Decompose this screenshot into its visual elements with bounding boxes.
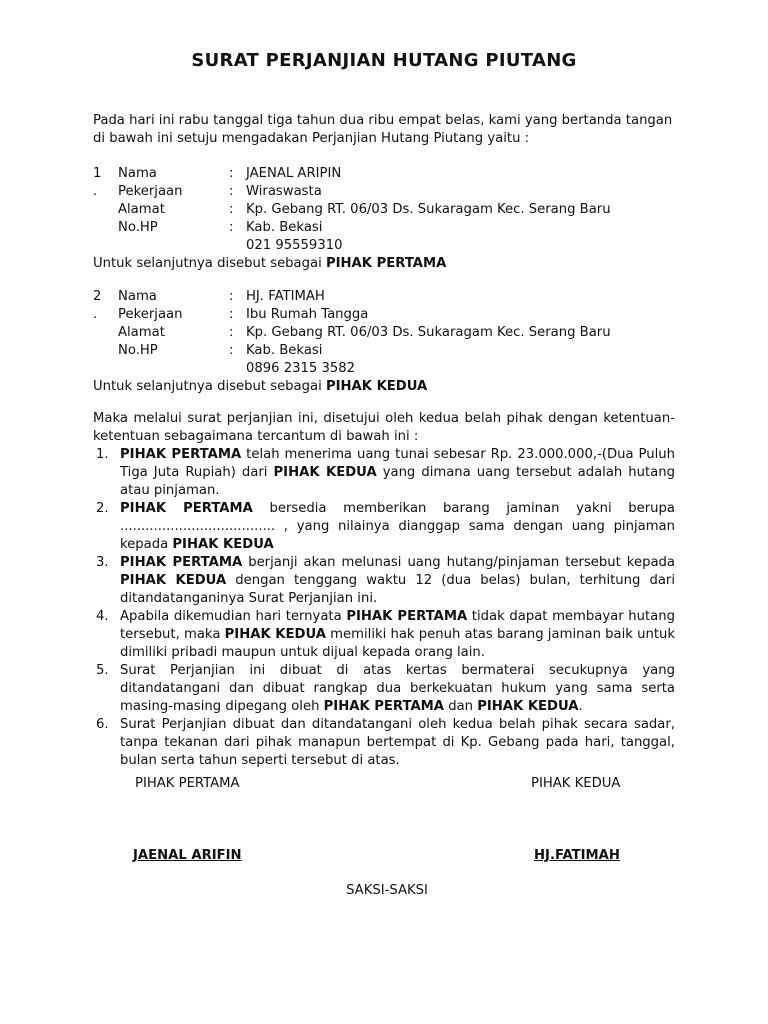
party-number-dot: . <box>93 184 98 199</box>
clause-text: berjanji akan melunasi uang hutang/pinjaman tersebut kepada <box>242 555 675 570</box>
colon: : <box>229 289 234 304</box>
party-job-row <box>93 306 693 324</box>
clause-text: . <box>578 699 583 714</box>
clause-number: 3. <box>96 555 109 570</box>
party-number-dot: . <box>93 307 98 322</box>
party-address-city: Kab. Bekasi <box>246 220 323 235</box>
clause-party-name: PIHAK PERTAMA <box>120 501 253 516</box>
colon: : <box>229 166 234 181</box>
party-block-2 <box>93 288 693 396</box>
clause-item <box>93 716 675 770</box>
clause-number: 1. <box>96 447 109 462</box>
intro-paragraph: Pada hari ini rabu tanggal tiga tahun dua ribu empat belas, kami yang bertanda tangan di bawah ini setuju mengadakan Perjanjian Hutang Piutang yaitu : <box>93 113 673 146</box>
clause-party-name: PIHAK KEDUA <box>120 573 227 588</box>
clause-item <box>93 662 675 716</box>
clause-text: telah menerima uang tunai sebesar Rp. 23.000.000,-(Dua Puluh Tiga Juta Rupiah) dari <box>120 447 675 480</box>
designation-name: PIHAK PERTAMA <box>325 256 447 271</box>
clause-party-name: PIHAK PERTAMA <box>346 609 468 624</box>
first-party-label: PIHAK PERTAMA <box>135 776 240 791</box>
party-number: 2 <box>93 289 102 304</box>
clause-text: Surat Perjanjian ini dibuat di atas kertas bermaterai secukupnya yang ditandatangani dan dibuat rangkap dua berkekuatan hukum yang sama serta masing-masing dipegang oleh <box>120 663 675 714</box>
clause-party-name: PIHAK KEDUA <box>477 699 579 714</box>
terms-intro: Maka melalui surat perjanjian ini, disetujui oleh kedua belah pihak dengan ketentuan-ketentuan sebagaimana tercantum di bawah ini : <box>93 411 675 444</box>
second-party-signature-name: HJ.FATIMAH <box>534 848 620 863</box>
party-phone: 021 95559310 <box>246 238 343 253</box>
party-address: Kp. Gebang RT. 06/03 Ds. Sukaragam Kec. Serang Baru <box>246 325 611 340</box>
party-address: Kp. Gebang RT. 06/03 Ds. Sukaragam Kec. Serang Baru <box>246 202 611 217</box>
colon: : <box>229 220 234 235</box>
party-phone-value-row <box>93 237 693 255</box>
party-phone: 0896 2315 3582 <box>246 361 356 376</box>
party-phone-value-row <box>93 360 693 378</box>
name-label: Nama <box>118 166 157 181</box>
party-name-row <box>93 165 693 183</box>
party-phone-row <box>93 219 693 237</box>
clause-party-name: PIHAK PERTAMA <box>120 555 243 570</box>
clause-item <box>93 554 675 608</box>
phone-label: No.HP <box>118 343 158 358</box>
address-label: Alamat <box>118 202 165 217</box>
name-label: Nama <box>118 289 157 304</box>
clause-item <box>93 500 675 554</box>
address-label: Alamat <box>118 325 165 340</box>
party-designation <box>93 255 693 273</box>
first-party-signature-name: JAENAL ARIFIN <box>133 848 242 863</box>
party-job: Ibu Rumah Tangga <box>246 307 369 322</box>
designation-prefix: Untuk selanjutnya disebut sebagai <box>93 379 326 394</box>
clause-party-name: PIHAK PERTAMA <box>120 447 242 462</box>
party-number: 1 <box>93 166 102 181</box>
clause-number: 4. <box>96 609 109 624</box>
clause-text: dengan tenggang waktu 12 (dua belas) bulan, terhitung dari ditandatanganinya Surat Perjanjian ini. <box>120 573 675 606</box>
clause-number: 5. <box>96 663 109 678</box>
clause-item <box>93 446 675 500</box>
clause-number: 2. <box>96 501 109 516</box>
clause-text: memiliki hak penuh atas barang jaminan baik untuk dimiliki pribadi maupun untuk dijual kepada orang lain. <box>120 627 675 660</box>
clause-text: dan <box>444 699 478 714</box>
clause-party-name: PIHAK PERTAMA <box>323 699 444 714</box>
party-address-row <box>93 324 693 342</box>
colon: : <box>229 343 234 358</box>
party-job-row <box>93 183 693 201</box>
document-title: SURAT PERJANJIAN HUTANG PIUTANG <box>191 50 577 71</box>
clause-text: yang dimana uang tersebut adalah hutang atau pinjaman. <box>120 465 675 498</box>
phone-label: No.HP <box>118 220 158 235</box>
clause-party-name: PIHAK KEDUA <box>273 465 377 480</box>
party-name: JAENAL ARIPIN <box>246 166 342 181</box>
party-phone-row <box>93 342 693 360</box>
colon: : <box>229 307 234 322</box>
clause-party-name: PIHAK KEDUA <box>224 627 326 642</box>
party-address-city: Kab. Bekasi <box>246 343 323 358</box>
colon: : <box>229 325 234 340</box>
clause-text: bersedia memberikan barang jaminan yakni berupa ..................................... , yang nilainya dianggap sama dengan uang pinjaman kepada <box>120 501 675 552</box>
party-job: Wiraswasta <box>246 184 322 199</box>
party-name: HJ. FATIMAH <box>246 289 325 304</box>
designation-name: PIHAK KEDUA <box>325 379 428 394</box>
clause-text: Surat Perjanjian dibuat dan ditandatangani oleh kedua belah pihak secara sadar, tanpa tekanan dari pihak manapun bertempat di Kp. Gebang pada hari, tanggal, bulan serta tahun seperti tersebut di atas. <box>120 717 675 768</box>
party-name-row <box>93 288 693 306</box>
designation-prefix: Untuk selanjutnya disebut sebagai <box>93 256 326 271</box>
colon: : <box>229 184 234 199</box>
clause-text: tidak dapat membayar hutang tersebut, maka <box>120 609 675 642</box>
terms-section <box>93 410 675 770</box>
colon: : <box>229 202 234 217</box>
party-designation <box>93 378 693 396</box>
party-address-row <box>93 201 693 219</box>
job-label: Pekerjaan <box>118 184 183 199</box>
clause-item <box>93 608 675 662</box>
second-party-label: PIHAK KEDUA <box>531 776 621 791</box>
party-block-1 <box>93 165 693 273</box>
witnesses-label: SAKSI-SAKSI <box>346 883 428 898</box>
clauses-list <box>93 446 675 770</box>
clause-number: 6. <box>96 717 109 732</box>
clause-text: Apabila dikemudian hari ternyata <box>120 609 347 624</box>
clause-party-name: PIHAK KEDUA <box>172 537 274 552</box>
job-label: Pekerjaan <box>118 307 183 322</box>
